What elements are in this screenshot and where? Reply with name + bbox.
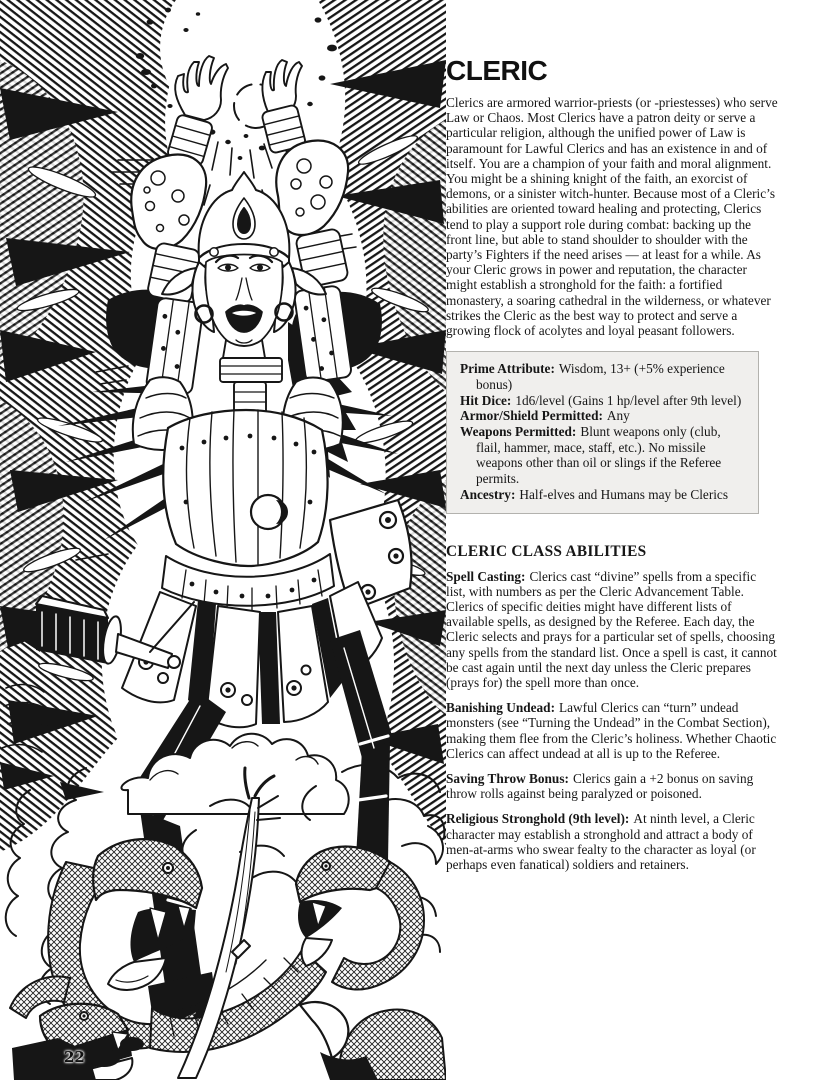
ability-text: Clerics gain a +2 bonus on saving throw rolls against being paralyzed or poisoned.	[446, 771, 754, 802]
intro-paragraph: Clerics are armored warrior-priests (or -priestesses) who serve Law or Chaos. Most Clerics have a patron deity or serve a particular religion, although the unified power of Law is paramount for Lawful Clerics and has an existence in and of itself. You are a champion of your faith and moral alignment. You might be a shining knight of the faith, an exorcist of demons, or a sinister witch-hunter. Because most of a Cleric’s abilities are oriented toward healing and protecting, Clerics tend to play a support role during combat: backing up the front line, but able to stand shoulder to shoulder with the party’s Fighters if the need arises — at least for a while. As your Cleric grows in power and reputation, the character might establish a stronghold for the faith: a fortified monastery, a soaring cathedral in the wilderness, or whatever strikes the Cleric as the best way to protect and serve a growing flock of acolytes and loyal peasant followers.	[446, 95, 778, 339]
page-title: CLERIC	[446, 55, 548, 86]
text-column	[446, 56, 778, 882]
left-spiked-gauntlet	[131, 155, 206, 249]
ability-saving-throw-bonus	[446, 771, 778, 801]
ability-banishing-undead	[446, 700, 778, 761]
ability-label: Banishing Undead:	[446, 700, 556, 716]
stat-label: Armor/Shield Permitted:	[460, 408, 603, 424]
stat-row-armor	[460, 408, 746, 424]
page-number: 22	[64, 1048, 85, 1066]
stat-value: Wisdom, 13+ (+5% experience bonus)	[476, 361, 725, 392]
ability-text: Lawful Clerics can “turn” undead monsters (see “Turning the Undead” in the Combat Section), making them flee from the Cleric’s holiness. Whether Chaotic Clerics can affect undead at all is up to the Referee.	[446, 700, 777, 761]
stat-label: Ancestry:	[460, 486, 516, 502]
ability-spell-casting	[446, 569, 778, 691]
stat-row-prime-attribute	[460, 361, 746, 392]
stat-label: Hit Dice:	[460, 392, 512, 408]
stat-label: Weapons Permitted:	[460, 424, 577, 440]
ability-label: Religious Stronghold (9th level):	[446, 811, 630, 827]
stat-row-hit-dice	[460, 393, 746, 409]
stat-value: 1d6/level (Gains 1 hp/level after 9th level)	[515, 392, 742, 408]
serpent-right	[296, 847, 446, 1080]
ability-label: Saving Throw Bonus:	[446, 771, 569, 787]
ability-text: Clerics cast “divine” spells from a specific list, with numbers as per the Cleric Advancement Table. Clerics of specific deities might have different lists of available spells, as designed by the Referee. Each day, the Cleric selects and prays for a particular set of spells, choosing any spells from the standard list. Once a spell is cast, it cannot be cast again until the next day unless the Cleric prepares (prays for) the spell more than once.	[446, 568, 777, 690]
cuirass	[163, 410, 327, 566]
right-spiked-gauntlet	[276, 141, 348, 235]
stat-value: Half-elves and Humans may be Clerics	[519, 486, 729, 502]
ability-text: At ninth level, a Cleric character may establish a stronghold and attract a body of men-at-arms who swear fealty to the character as loyal (or perhaps even fanatical) soldiers and retainers.	[446, 811, 756, 873]
face	[196, 255, 293, 351]
abilities-heading: CLERIC CLASS ABILITIES	[446, 542, 647, 560]
chest-boss	[251, 495, 285, 529]
stat-block	[446, 351, 759, 513]
stat-row-weapons	[460, 424, 746, 487]
stat-row-ancestry	[460, 487, 746, 503]
stat-label: Prime Attribute:	[460, 361, 555, 377]
stat-value: Any	[606, 408, 630, 424]
stat-value: Blunt weapons only (club, flail, hammer, mace, staff, etc.). No missile weapons other than oil or slings if the Referee permits.	[476, 424, 722, 487]
serpent-right-lower-fang	[300, 1002, 348, 1058]
ability-label: Spell Casting:	[446, 568, 526, 584]
ability-religious-stronghold	[446, 811, 778, 872]
